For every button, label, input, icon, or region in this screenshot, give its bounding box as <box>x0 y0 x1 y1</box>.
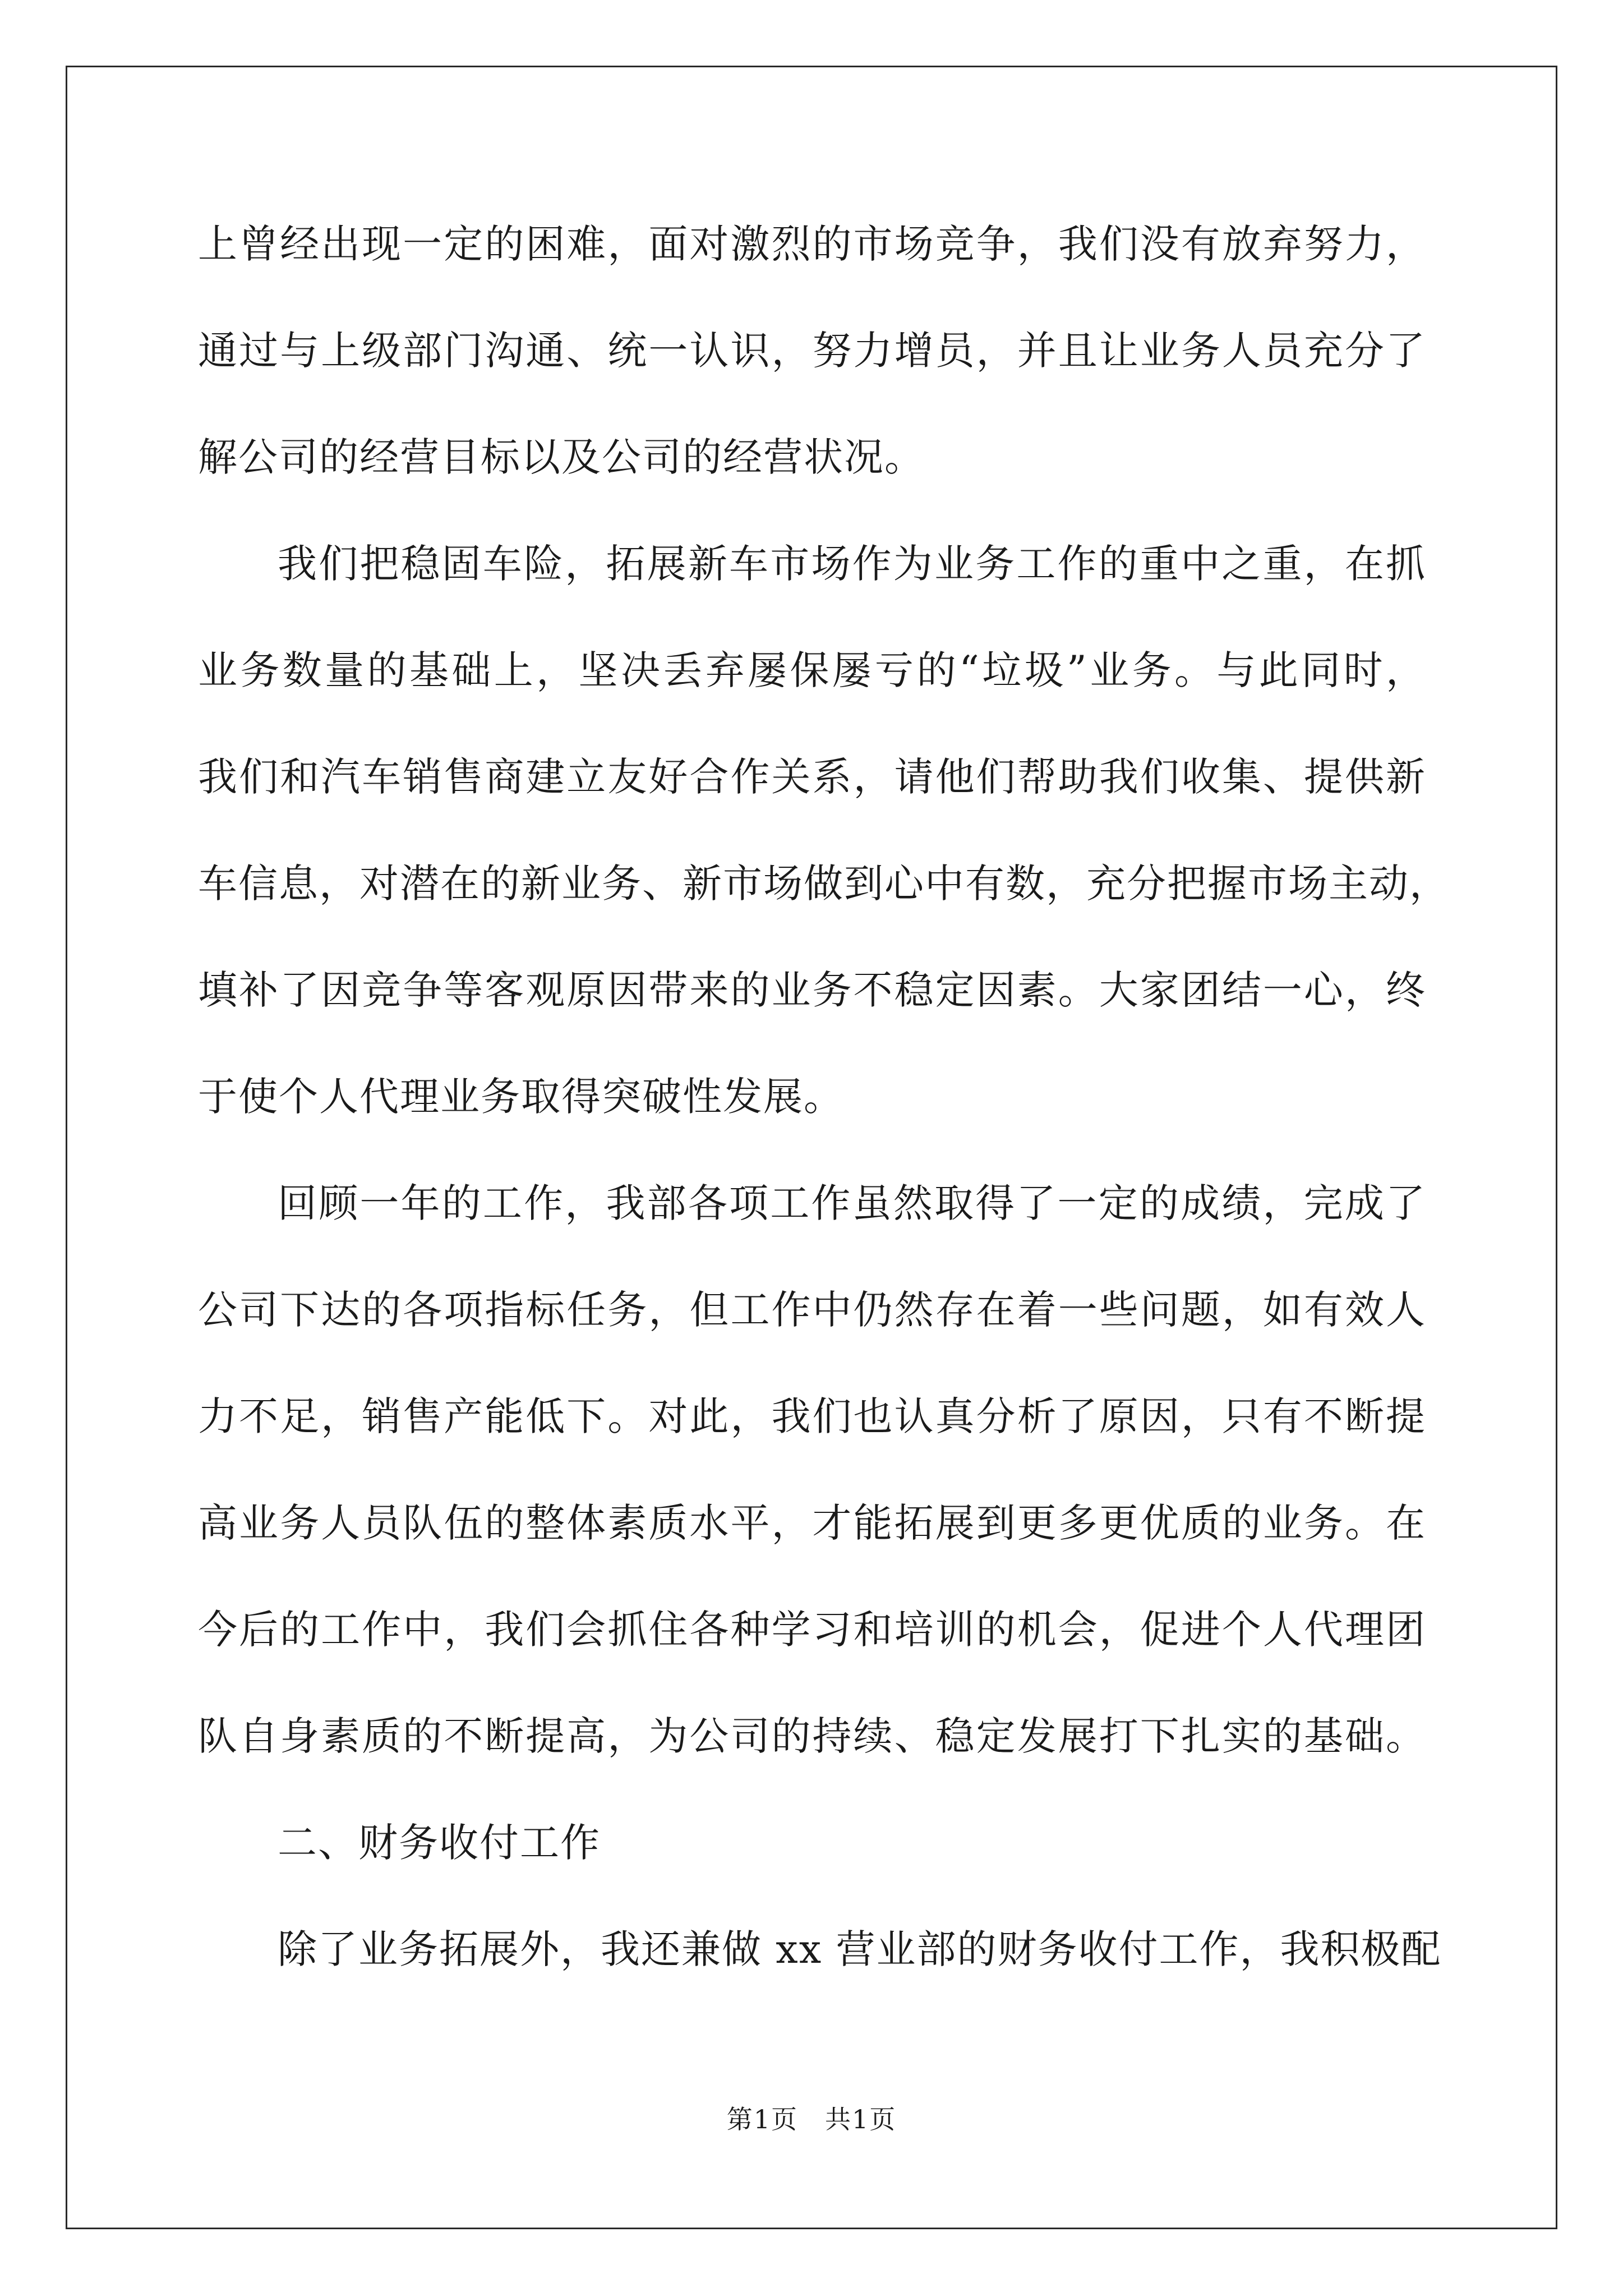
text-line: 通过与上级部门沟通、统一认识，努力增员，并且让业务人员充分了 <box>198 328 1426 374</box>
paragraph-start-line: 除了业务拓展外，我还兼做 xx 营业部的财务收付工作，我积极配 <box>278 1926 1442 1972</box>
page-border <box>66 66 1557 2229</box>
page-footer: 第1页 共1页 <box>726 2104 897 2134</box>
text-line: 力不足，销售产能低下。对此，我们也认真分析了原因，只有不断提 <box>198 1393 1426 1439</box>
text-line: 高业务人员队伍的整体素质水平，才能拓展到更多更优质的业务。在 <box>198 1500 1426 1546</box>
text-line: 于使个人代理业务取得突破性发展。 <box>198 1074 844 1120</box>
text-line: 我们和汽车销售商建立友好合作关系，请他们帮助我们收集、提供新 <box>198 754 1426 800</box>
text-line: 公司下达的各项指标任务，但工作中仍然存在着一些问题，如有效人 <box>198 1287 1426 1333</box>
paragraph-start-line: 回顾一年的工作，我部各项工作虽然取得了一定的成绩，完成了 <box>278 1180 1426 1226</box>
text-line: 业务数量的基础上，坚决丢弃屡保屡亏的“垃圾”业务。与此同时， <box>198 647 1426 693</box>
text-line: 上曾经出现一定的困难，面对激烈的市场竞争，我们没有放弃努力， <box>198 221 1426 267</box>
text-line: 填补了因竞争等客观原因带来的业务不稳定因素。大家团结一心，终 <box>198 967 1426 1013</box>
text-line: 队自身素质的不断提高，为公司的持续、稳定发展打下扎实的基础。 <box>198 1713 1426 1759</box>
text-line: 车信息，对潜在的新业务、新市场做到心中有数，充分把握市场主动， <box>198 861 1450 907</box>
text-line: 今后的工作中，我们会抓住各种学习和培训的机会，促进个人代理团 <box>198 1607 1426 1653</box>
paragraph-start-line: 我们把稳固车险，拓展新车市场作为业务工作的重中之重，在抓 <box>278 541 1426 587</box>
section-heading: 二、财务收付工作 <box>278 1820 601 1866</box>
text-line: 解公司的经营目标以及公司的经营状况。 <box>198 434 925 480</box>
